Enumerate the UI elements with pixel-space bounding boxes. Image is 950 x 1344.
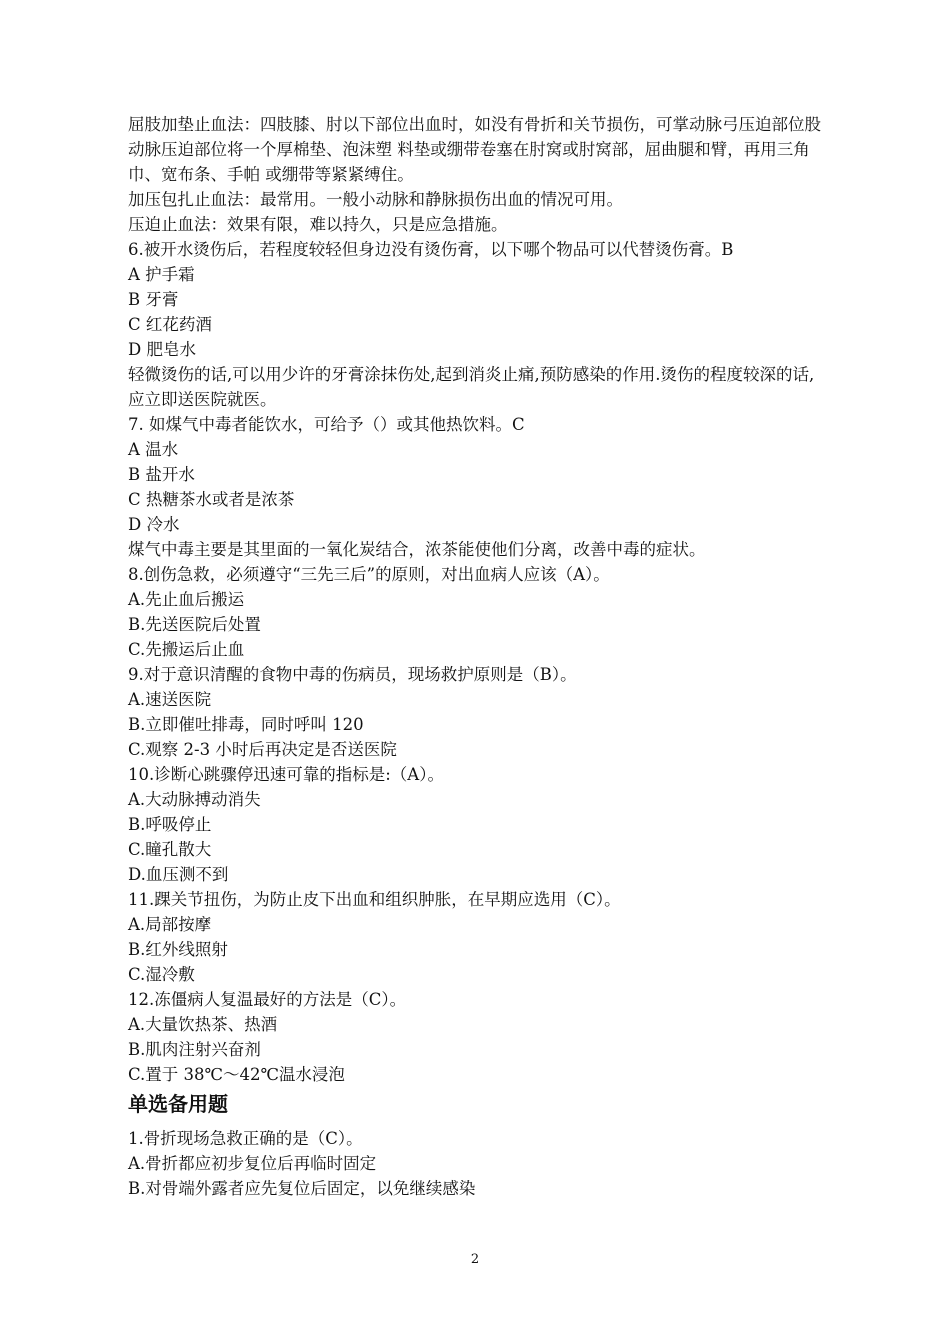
option-line: A.骨折都应初步复位后再临时固定 bbox=[128, 1154, 377, 1173]
explanation-line: 煤气中毒主要是其里面的一氧化炭结合，浓茶能使他们分离，改善中毒的症状。 bbox=[128, 540, 706, 559]
explanation-line: 轻微烫伤的话,可以用少许的牙膏涂抹伤处,起到消炎止痛,预防感染的作用.烫伤的程度较深的话,应立即送医院就医。 bbox=[128, 365, 815, 409]
option-line: C.置于 38℃～42℃温水浸泡 bbox=[128, 1065, 345, 1084]
page-number: 2 bbox=[470, 1252, 480, 1267]
option-line: B.红外线照射 bbox=[128, 940, 228, 959]
option-line: C 红花药酒 bbox=[128, 315, 212, 334]
question-10: 10.诊断心跳骤停迅速可靠的指标是:（A）。 bbox=[128, 765, 444, 784]
text-line: 屈肢加垫止血法：四肢膝、肘以下部位出血时，如没有骨折和关节损伤，可掌动脉弓压迫部位股动脉压迫部位将一个厚棉垫、泡沫塑 料垫或绷带卷塞在肘窝或肘窝部，屈曲腿和臂，再用三角巾、宽布条、手帕 或绷带等紧紧缚住。 bbox=[128, 115, 821, 184]
option-line: B.呼吸停止 bbox=[128, 815, 212, 834]
option-line: D 冷水 bbox=[128, 515, 180, 534]
option-line: C.瞳孔散大 bbox=[128, 840, 212, 859]
option-line: D.血压测不到 bbox=[128, 865, 229, 884]
option-line: B 盐开水 bbox=[128, 465, 195, 484]
question-6: 6.被开水烫伤后，若程度较轻但身边没有烫伤膏，以下哪个物品可以代替烫伤膏。B bbox=[128, 240, 734, 259]
option-line: A.大动脉搏动消失 bbox=[128, 790, 261, 809]
backup-question-1: 1.骨折现场急救正确的是（C）。 bbox=[128, 1129, 363, 1148]
question-8: 8.创伤急救，必须遵守“三先三后”的原则，对出血病人应该（A）。 bbox=[128, 565, 610, 584]
option-line: D 肥皂水 bbox=[128, 340, 196, 359]
option-line: C.湿冷敷 bbox=[128, 965, 195, 984]
option-line: A.局部按摩 bbox=[128, 915, 212, 934]
text-line: 压迫止血法：效果有限，难以持久，只是应急措施。 bbox=[128, 215, 508, 234]
text-line: 加压包扎止血法：最常用。一般小动脉和静脉损伤出血的情况可用。 bbox=[128, 190, 623, 209]
option-line: A 护手霜 bbox=[128, 265, 195, 284]
question-9: 9.对于意识清醒的食物中毒的伤病员，现场救护原则是（B）。 bbox=[128, 665, 577, 684]
option-line: B 牙膏 bbox=[128, 290, 179, 309]
option-line: B.对骨端外露者应先复位后固定，以免继续感染 bbox=[128, 1179, 476, 1198]
option-line: A 温水 bbox=[128, 440, 179, 459]
question-7: 7. 如煤气中毒者能饮水，可给予（）或其他热饮料。C bbox=[128, 415, 525, 434]
question-11: 11.踝关节扭伤，为防止皮下出血和组织肿胀，在早期应选用（C）。 bbox=[128, 890, 621, 909]
section-heading: 单选备用题 bbox=[128, 1092, 228, 1116]
option-line: C.观察 2-3 小时后再决定是否送医院 bbox=[128, 740, 397, 759]
option-line: B.先送医院后处置 bbox=[128, 615, 261, 634]
option-line: C 热糖茶水或者是浓茶 bbox=[128, 490, 295, 509]
question-12: 12.冻僵病人复温最好的方法是（C）。 bbox=[128, 990, 407, 1009]
option-line: A.速送医院 bbox=[128, 690, 212, 709]
option-line: B.立即催吐排毒，同时呼叫 120 bbox=[128, 715, 364, 734]
option-line: A.大量饮热茶、热酒 bbox=[128, 1015, 278, 1034]
option-line: C.先搬运后止血 bbox=[128, 640, 245, 659]
option-line: A.先止血后搬运 bbox=[128, 590, 245, 609]
option-line: B.肌肉注射兴奋剂 bbox=[128, 1040, 261, 1059]
document-body bbox=[128, 112, 828, 1201]
